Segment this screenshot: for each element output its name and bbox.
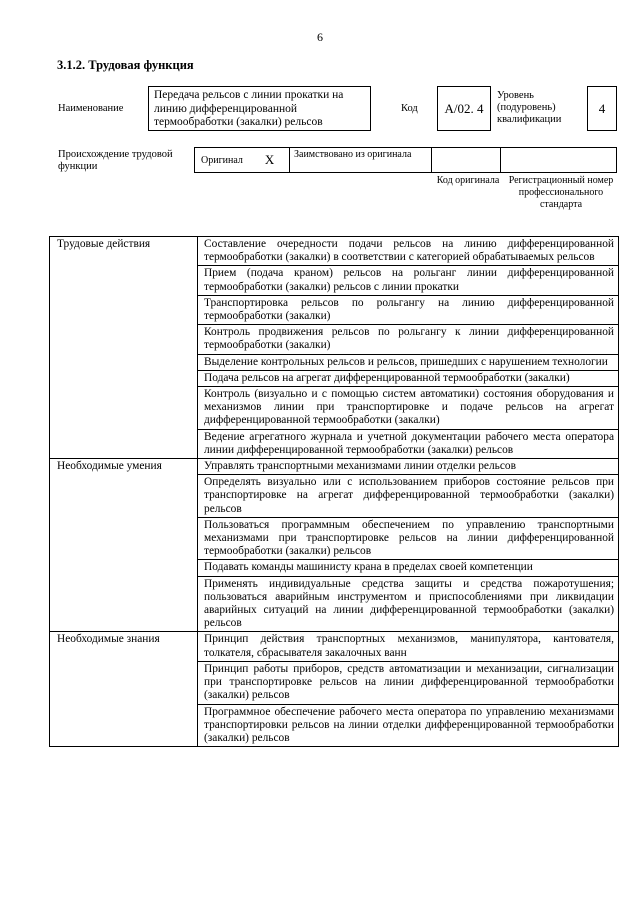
section-category: Трудовые действия (50, 237, 198, 459)
section-item: Ведение агрегатного журнала и учетной документации рабочего места оператора линии дифференцированной термообработки (закалки) рельсов (198, 429, 619, 458)
table-row (50, 237, 619, 266)
section-item: Подавать команды машинисту крана в пределах своей компетенции (198, 560, 619, 576)
level-value-box: 4 (587, 86, 617, 131)
section-item: Определять визуально или с использованием приборов состояние рельсов при транспортировке на агрегат дифференцированной термообработки (закалки) рельсов (198, 475, 619, 518)
origin-table (195, 147, 618, 173)
section-item: Пользоваться программным обеспечением по управлению транспортными механизмами при транспортировке рельсов на линии дифференцированной термообработки (закалки) рельсов (198, 517, 619, 560)
original-mark: X (264, 152, 275, 167)
borrowed-cell: Заимствовано из оригинала (289, 147, 432, 173)
origin-label: Происхождение трудовой функции (58, 149, 173, 172)
original-label: Оригинал (201, 154, 243, 166)
section-item: Применять индивидуальные средства защиты и средства пожаротушения; пользоваться аварийным инструментом и приспособлениями при ликвидации аварийных ситуаций на линии дифференцированной термообработки (закалки) рельсов (198, 576, 619, 632)
section-item: Прием (подача краном) рельсов на рольганг линии дифференцированной термообработки (закалки) рельсов с линии прокатки (198, 266, 619, 295)
original-cell (194, 147, 290, 173)
level-label: Уровень (подуровень) квалификации (497, 90, 562, 125)
code-value-box: А/02. 4 (437, 86, 491, 131)
section-item: Принцип работы приборов, средств автоматизации и механизации, сигнализации при транспортировке рельсов на линии дифференцированной термообработки (закалки) рельсов (198, 661, 619, 704)
original-code-cell (431, 147, 501, 173)
code-label: Код (401, 103, 418, 114)
section-category: Необходимые умения (50, 459, 198, 632)
table-row (50, 459, 619, 475)
registration-number-caption: Регистрационный номер профессионального стандарта (508, 175, 614, 210)
page-number: 6 (317, 30, 323, 44)
function-name-box: Передача рельсов с линии прокатки на линию дифференцированной термообработки (закалки) рельсов (148, 86, 371, 131)
section-category: Необходимые знания (50, 632, 198, 747)
table-row (50, 632, 619, 661)
section-item: Принцип действия транспортных механизмов, манипулятора, кантователя, толкателя, сбрасывателя закалочных ванн (198, 632, 619, 661)
section-item: Выделение контрольных рельсов и рельсов, пришедших с нарушением технологии (198, 354, 619, 370)
section-title: 3.1.2. Трудовая функция (57, 58, 194, 72)
section-item: Программное обеспечение рабочего места оператора по управлению механизмами транспортировки рельсов на линии отделки дифференцированной термообработки (закалки) рельсов (198, 704, 619, 747)
section-item: Контроль (визуально и с помощью систем автоматики) состояния оборудования и механизмов линии при транспортировке и подаче рельсов на агрегат дифференцированной термообработки (закалки) (198, 387, 619, 430)
section-item: Транспортировка рельсов по рольгангу на линию дифференцированной термообработки (закалки) (198, 295, 619, 324)
section-item: Управлять транспортными механизмами линии отделки рельсов (198, 459, 619, 475)
section-item: Подача рельсов на агрегат дифференцированной термообработки (закалки) (198, 370, 619, 386)
original-code-caption: Код оригинала (436, 175, 500, 186)
section-item: Составление очередности подачи рельсов на линию дифференцированной термообработки (закалки) в соответствии с категорией обрабатываемых рельсов (198, 237, 619, 266)
labor-function-table (49, 236, 619, 747)
name-label: Наименование (58, 103, 124, 114)
registration-number-cell (500, 147, 617, 173)
section-item: Контроль продвижения рельсов по рольгангу к линии дифференцированной термообработки (закалки) (198, 325, 619, 354)
